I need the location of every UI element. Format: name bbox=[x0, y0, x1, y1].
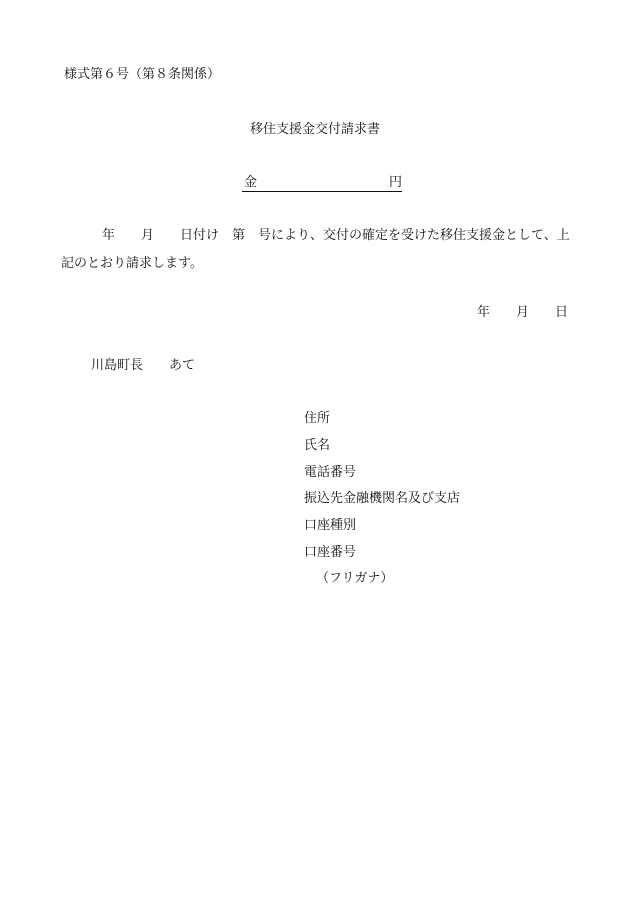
body-text-line-1: 年 月 日付け 第 号により、交付の確定を受けた移住支援金として、上 bbox=[102, 228, 570, 243]
document-title: 移住支援金交付請求書 bbox=[249, 122, 380, 137]
account-type-label: 口座種別 bbox=[304, 518, 357, 533]
applicant-name-label: 氏名 bbox=[304, 438, 331, 453]
form-number-label: 様式第６号（第８条関係） bbox=[64, 67, 221, 82]
body-text-line-2: 記のとおり請求します。 bbox=[61, 256, 203, 271]
amount-prefix: 金 bbox=[244, 175, 258, 190]
furigana-label: （フリガナ） bbox=[316, 571, 394, 586]
addressee: 川島町長 あて bbox=[91, 358, 196, 373]
amount-line bbox=[242, 175, 402, 192]
request-date: 年 月 日 bbox=[477, 305, 569, 320]
applicant-phone-label: 電話番号 bbox=[304, 465, 357, 480]
applicant-address-label: 住所 bbox=[304, 411, 331, 426]
account-number-label: 口座番号 bbox=[304, 545, 357, 560]
bank-branch-label: 振込先金融機関名及び支店 bbox=[304, 491, 461, 506]
amount-unit: 円 bbox=[388, 175, 402, 190]
